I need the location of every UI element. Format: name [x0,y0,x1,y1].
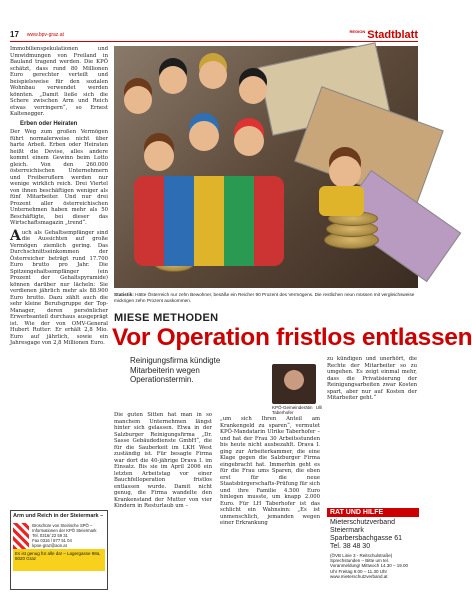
left-para-2: Der Weg zum großen Vermögen führt normalerweise nicht über harte Arbeit. Erben oder Heiraten heißt die Devise, alles andere kommt einem Gewinn beim Lotto gleich. Von den 260.000 österreichischen Unternehmern und Freiberuflern werden nur wenige wirklich reich. Drei Viertel von ihnen beschäftigen weniger als fünf Mitarbeiter. Und nur drei Prozent aller österreichischen Unternehmen haben mehr als 50 Beschäftigte, bei dieser das Wirtschaftsmagazin „trend“. [10,129,108,226]
toy-bodies [134,176,284,266]
photo-caption [114,292,418,304]
page-number: 17 [10,30,19,39]
article-body-col2-text: „um sich Ihren Anteil am Krankengeld zu sparen“, vermutet KPÖ-Mandatarin Ulrike Taberhofer – und hat der Frau 30 Arbeitsstunden bis heute nicht ausbezahlt. Drava I. ging zur Arbeiterkammer, die eine Klage gegen die Salzburger Firma eingebracht hat. Immerhin geht es für die Frau ums Sparen, die eben erst für die neue Staatsbürgerschafts-Prüfung für sich und ihre Familie 4.500 Euro hinlegen musste, um knapp 2.000 Euro. Für LH Taberhofer ist das schlicht ein Wahnsinn: „Es ist unmenschlich, jemanden wegen einer Erkrankung [220,416,320,526]
toy-figure [239,76,267,104]
page-header [10,28,418,42]
ad-email[interactable]: kpoe-graz@aon.at [32,543,67,548]
info-box [327,508,419,579]
caption-label: Statistik: [114,292,134,297]
author [272,364,322,415]
article-kicker: MIESE METHODEN [114,312,219,324]
ad-yellow-band: Es ist genug für alle da! – Lagergasse 98a, 8020 Graz [13,549,105,571]
lead-photo [114,46,418,288]
author-caption: KPÖ-Gemeinderätin Ulli Taberhofer [272,405,322,415]
left-para-1: Immobilienspekulationen und Umwidmungen von Freiland in Bauland tragend werden. Die KPÖ schätzt, dass rund 80 Millionen Euro gerechter verteilt und beispielsweise für den sozialen Wohnbau verwendet werden könnten. „Damit ließe sich die Schere zwischen Arm und Reich etwas verringern“, so Ernest Kaltenegger. [10,46,108,117]
author-block [220,356,320,416]
site-url[interactable]: www.bpv-graz.at [26,31,64,38]
toy-figure [189,121,219,151]
brand-title [349,29,418,41]
toy-body-rich [319,186,364,216]
left-para-3: uch als Gehaltsempfänger sind die Aussichten auf große Vermögen ziemlich gering. Das Durchschnittseinkommen der Österreicher beträgt rund 17.700 Euro brutto pro Jahr. Die Spitzengehaltsempfänger (ein Prozent der Gehaltspyramide) können darüber nur lächeln: Sie verdienen jährlich mehr als 88.900 Euro brutto. Dazu zählt auch die sehr kleine Berufsgruppe der Top-Manager, deren persönlicher Erwerbsanteil durchaus ausgeprägt ist. Wie der von OMV-General Hubert Rutter: Er erhält 2,8 Mio. Euro auf jährlich, sowie ein Jahresgage von 2,8 Millionen Euro. [10,229,108,346]
article-teaser: Reinigungsfirma kündigte Mitarbeiterin wegen Operationstermin. [130,356,221,384]
ad-phone: Tel. 0316/ 22 59 31 [32,533,68,538]
info-box-body [327,517,419,553]
ad-headline: Arm und Reich in der Steiermark – [13,513,104,519]
info-phone: Tel. 38 48 30 [330,543,371,550]
article-headline: Vor Operation fristlos entlassen [112,324,472,351]
toy-figure [159,66,187,94]
toy-figure [199,61,227,89]
info-address: Sparbersbachgasse 61 [330,535,402,542]
ad-text: Broschüre von Steirische SPÖ – Informationen der KPÖ Steiermark [32,523,97,533]
toy-figure [329,156,361,188]
article-body-col3: zu kündigen und unerhört, die Rechte der Mitarbeiter so zu umgehen. Es zeigt einmal mehr, dass die Privatisierung der Reinigungsarbeiten zwar Kosten spart, aber nur auf Kosten der Mitarbeiter geht.“ [327,356,417,401]
advertisement[interactable] [10,510,108,590]
info-details: (ÖVB Linie 3 - Reitschulstraße) Sprechstunden – Bitte um tel. Voranmeldung! Mittwoch 14.30 – 19.00 Uhr Freitag 9.00 – 11.30 Uhr [330,553,409,574]
toy-figure [124,86,152,114]
ad-fax: Fax 0316 / 877 51 04 [32,538,72,543]
left-column [10,46,108,347]
left-subhead: Erben oder Heiraten [20,120,78,127]
author-photo [272,364,316,404]
article-body-col2 [220,356,320,527]
toy-figure [144,141,174,171]
info-org: Mieterschutzverband Steiermark [330,519,395,534]
caption-text: Hätte Österreich nur zehn Bewohner, besäße ein Reicher 90 Prozent des Vermögens. Die restlichen neun müssen mit vergleichsweise mickrigen zehn Prozent auskommen. [114,292,415,303]
dropcap: A [10,227,21,244]
info-url[interactable]: www.mieterschutzverband.at [330,573,388,579]
brand-name: Stadtblatt [367,28,418,41]
info-box-head: RAT UND HILFE [327,508,419,517]
toy-figure [234,126,264,156]
article-body-col1: Die guten Sitten hat man in so manchem Unternehmen längst hinter sich gelassen. Etwa in der Salzburger Reinigungsfirma „Dr. Sasse Gebäudedienste GmbH“, die für die Sauberkeit im LKH West zuständig ist. Für besagte Firma war dort die 40-jährige Drava I. im Einsatz. Bis sie im April 2006 ein letzten Arbeitstag vor einer Bauchfelloperation fristlos entlassen wurde. Damit nicht genug, die Firma wandelte den Krankenstand der Mutter von vier Kindern in Resturlaub um – [114,412,212,509]
brand-small: REGION [349,28,366,34]
